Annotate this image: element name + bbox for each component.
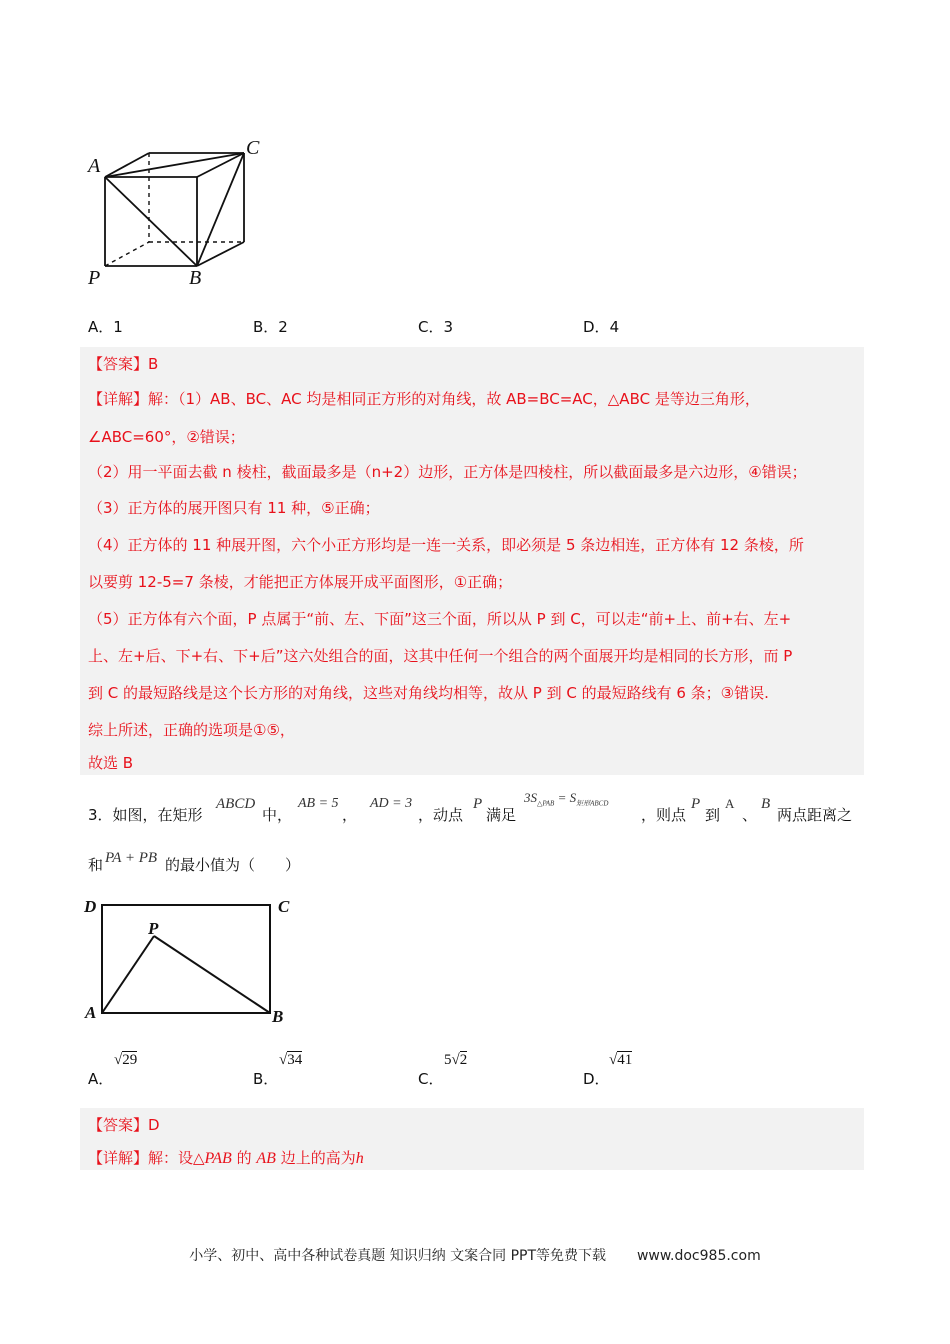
answer2-answer: 【答案】B <box>88 355 159 373</box>
cube-figure <box>84 130 274 290</box>
rect-label-d: D <box>84 897 97 916</box>
question3-line1: 3．如图，在矩形 ABCD 中， AB = 5 ， AD = 3 ，动点 P 满足 $3S_{\triangle PAB} = S_{矩形ABCD}$ ，则点 P 到 A 、 B 两点距离之 <box>88 790 853 824</box>
page-footer <box>0 1245 950 1265</box>
question3-line2: 和 PA + PB 的最小值为（ ） <box>88 850 301 874</box>
rect-label-a: A <box>85 1003 97 1022</box>
cube-label-c: C <box>246 137 260 159</box>
q2-option-c: C．3 <box>418 318 454 336</box>
answer3-detail: 【详解】解：设△PAB 的 AB 边上的高为h <box>88 1149 364 1167</box>
answer3-answer: 【答案】D <box>88 1116 160 1134</box>
rect-label-c: C <box>278 897 290 916</box>
q3-option-b: B． √34 <box>253 1052 303 1088</box>
q2-option-a: A．1 <box>88 318 123 336</box>
answer2-box <box>80 347 864 775</box>
answer2-line: 上、左+后、下+右、下+后”这六处组合的面，这其中任何一个组合的两个面展开均是相同的长方形，而 P <box>88 647 793 665</box>
rect-label-p: P <box>148 919 159 938</box>
cube-label-b: B <box>189 267 202 289</box>
footer-url[interactable]: www.doc985.com <box>636 1248 761 1264</box>
answer2-line: 到 C 的最短路线是这个长方形的对角线，这些对角线均相等，故从 P 到 C 的最短路线有 6 条；③错误. <box>88 684 769 702</box>
cube-label-p: P <box>88 267 101 289</box>
answer2-line: （5）正方体有六个面，P 点属于“前、左、下面”这三个面，所以从 P 到 C，可以走“前+上、前+右、左+ <box>88 610 792 628</box>
answer2-line: ∠ABC=60°，②错误； <box>88 428 245 446</box>
answer2-line: 综上所述，正确的选项是①⑤， <box>88 721 295 739</box>
answer2-line: 以要剪 12-5=7 条棱，才能把正方体展开成平面图形，①正确； <box>88 573 513 591</box>
q2-option-b: B．2 <box>253 318 288 336</box>
rectangle-figure <box>82 890 302 1030</box>
rect-label-b: B <box>272 1007 284 1026</box>
q3-option-a: A． √29 <box>88 1052 138 1088</box>
cube-label-a: A <box>88 155 101 177</box>
answer2-line: 【详解】解：（1）AB、BC、AC 均是相同正方形的对角线，故 AB=BC=AC，△ABC 是等边三角形， <box>88 390 760 408</box>
q3-option-d: D． √41 <box>583 1052 633 1088</box>
answer3-box <box>80 1108 864 1170</box>
answer2-line: （2）用一平面去截 n 棱柱，截面最多是（n+2）边形，正方体是四棱柱，所以截面最多是六边形，④错误； <box>88 463 807 481</box>
answer2-line: 故选 B <box>88 754 134 772</box>
q3-option-c: C． 5√2 <box>418 1052 468 1088</box>
answer2-line: （4）正方体的 11 种展开图，六个小正方形均是一连一关系，即必须是 5 条边相连，正方体有 12 条棱，所 <box>88 536 804 554</box>
q2-option-d: D．4 <box>583 318 620 336</box>
footer-text: 小学、初中、高中各种试卷真题 知识归纳 文案合同 PPT等免费下载 <box>189 1248 607 1264</box>
answer2-line: （3）正方体的展开图只有 11 种，⑤正确； <box>88 499 380 517</box>
